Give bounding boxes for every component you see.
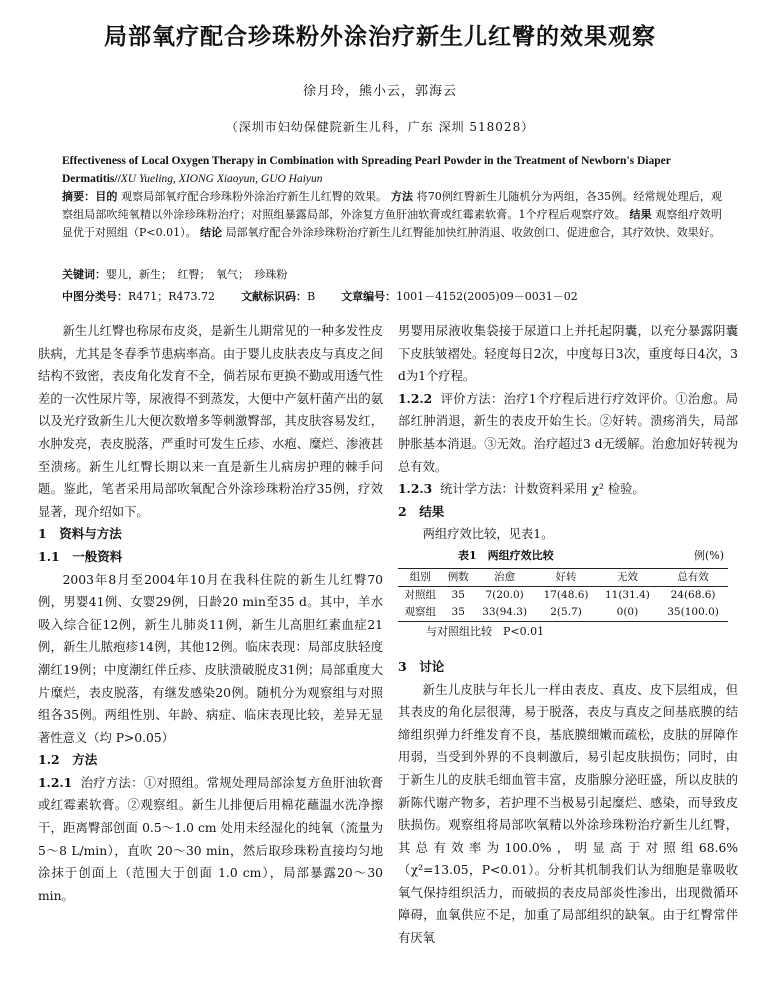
doc-code <box>241 288 315 304</box>
table-header-cell: 总有效 <box>677 570 709 583</box>
general-data-paragraph: 2003年8月至2004年10月在我科住院的新生儿红臀70例，男婴41例、女婴29例，日龄20 min至35 d。其中，羊水吸入综合征12例，新生儿肺炎11例，新生儿高胆红素血症21例，新生儿脓疱疹14例，其他12例。临床表现：局部皮肤轻度潮红19例；中度潮红伴丘疹、皮肤溃破脱皮31例；局部重度大片糜烂，表皮脱落，有继发感染20例。随机分为观察组与对照组各35例。两组性别、年龄、病症、临床表现比较，差异无显著性意义（均 P>0.05） <box>38 572 383 745</box>
table-cell: 7(20.0) <box>485 588 524 601</box>
table-header-cell: 无效 <box>616 570 638 583</box>
doc-label: 文献标识码： <box>241 290 308 303</box>
method-text: 将70例红臀新生儿随机分为两组，各35例。经常规处理后，观察组局部吹纯氧精以外涂珍珠粉治疗；对照组暴露局部，外涂复方鱼肝油软膏或红霉素软膏。1个疗程后观察疗效。 <box>62 190 723 221</box>
doc-value: B <box>307 290 316 303</box>
table-cell: 35 <box>451 588 465 601</box>
table-row <box>398 604 728 622</box>
treatment-text: 治疗方法：①对照组。常规处理局部涂复方鱼肝油软膏或红霉素软膏。②观察组。新生儿排便后用棉花蘸温水洗净擦干，距离臀部创面 0.5～1.0 cm 处用未经湿化的纯氧（流量为 5～8 L/min），直吹 20～30 min，然后取珍珠粉直接均匀地涂抹于创面上（范围大于创面 1.0 cm），局部暴露20～30 min。 <box>38 775 383 903</box>
results-paragraph: 两组疗效比较，见表1。 <box>422 527 554 542</box>
clc-number <box>62 288 215 304</box>
affiliation: （深圳市妇幼保健院新生儿科，广东 深圳 518028） <box>225 120 535 134</box>
results-table <box>398 568 728 622</box>
paper-title: 局部氧疗配合珍珠粉外涂治疗新生儿红臀的效果观察 <box>104 23 656 50</box>
method-label: 方法 <box>390 190 414 203</box>
classification-line <box>62 288 722 304</box>
article-label: 文章编号： <box>341 290 397 303</box>
evaluation-text: 评价方法：治疗1个疗程后进行疗效评价。①治愈。局部红肿消退，新生的表皮开始生长。②好转。溃疡消失，局部肿胀基本消退。③无效。治疗超过3 d无缓解。治愈加好转视为总有效。 <box>398 391 738 474</box>
table-header-cell: 治愈 <box>494 570 516 583</box>
table-cell: 17(48.6) <box>543 588 589 601</box>
conclusion-text: 局部氧疗配合外涂珍珠粉治疗新生儿红臀能加快红肿消退、收敛创口、促进愈合，其疗效快、效果好。 <box>225 226 721 239</box>
left-column <box>38 320 383 907</box>
table-header-cell: 组别 <box>409 570 431 583</box>
table-header-cell: 好转 <box>555 570 577 583</box>
keywords-text: 婴儿，新生； 红臀； 氧气； 珍珠粉 <box>106 268 288 281</box>
table-cell: 24(68.6) <box>670 588 716 601</box>
section-heading-discussion: 3 讨论 <box>398 658 445 674</box>
section-heading-methods: 1 资料与方法 <box>38 526 122 542</box>
table-caption-row <box>398 546 738 566</box>
table-header-row <box>398 568 728 586</box>
table-caption: 表1 两组疗效比较 <box>458 548 554 562</box>
objective-label: 目的 <box>95 190 118 203</box>
intro-paragraph: 新生儿红臀也称尿布皮炎，是新生儿期常见的一种多发性皮肤病，尤其是冬春季节患病率高。由于婴儿皮肤表皮与真皮之间结构不致密，表皮角化发育不全，倘若尿布更换不勤或用透气性差的一次性尿片等，尿液得不到蒸发，大便中产氨杆菌产出的氨以及光疗致新生儿大便次数增多等刺激臀部，其皮肤容易发红，水肿发亮，表皮脱落，严重时可发生丘疹、水疱、糜烂、渗液甚至溃疡。新生儿红臀长期以来一直是新生儿病房护理的棘手问题。鉴此，笔者采用局部吹氧配合外涂珍珠粉治疗35例，疗效显著，现介绍如下。 <box>38 324 383 519</box>
conclusion-label: 结论 <box>200 226 223 239</box>
abstract-label: 摘要： <box>62 190 96 203</box>
english-authors: XU Yueling, XIONG Xiaoyun, GUO Haiyun <box>120 173 323 185</box>
keywords <box>62 266 722 282</box>
result-text: 观察组疗效明显优于对照组（P<0.01）。 <box>62 208 723 239</box>
table-row <box>398 586 728 604</box>
table-header-cell: 例数 <box>447 570 469 583</box>
section-heading-results: 2 结果 <box>398 503 445 519</box>
subsection-heading-method: 1.2 方法 <box>38 752 98 768</box>
english-title <box>62 152 722 188</box>
subsubsection-number-121: 1.2.1 <box>38 774 73 790</box>
discussion-paragraph: 新生儿皮肤与年长儿一样由表皮、真皮、皮下层组成，但其表皮的角化层很薄，易于脱落，表皮与真皮之间基底膜的结缔组织弹力纤维发育不良，基底膜细嫩而疏松，皮肤的屏障作用弱，当受到外界的不良刺激后，易引起皮肤损伤；同时，由于新生儿的皮肤毛细血管丰富，皮脂腺分泌旺盛，所以皮肤的新陈代谢产物多，若护理不当极易引起糜烂、感染，而导致皮肤损伤。观察组将局部吹氧精以外涂珍珠粉治疗新生儿红臀，其总有效率为100.0%，明显高于对照组68.6%（χ²=13.05，P<0.01）。分析其机制我们认为细胞是靠吸收氧气保持组织活力，而破损的表皮局部炎性渗出，出现微循环障碍，血氧供应不足，加重了局部组织的缺氧。由于红臀常伴有厌氧 <box>398 682 738 946</box>
table-unit: 例(%) <box>693 548 724 562</box>
table-cell: 33(94.3) <box>482 605 528 618</box>
abstract <box>62 188 722 242</box>
clc-label: 中图分类号： <box>62 290 128 303</box>
table-cell: 观察组 <box>404 605 437 618</box>
table-cell: 11(31.4) <box>604 588 650 601</box>
table-cell: 0(0) <box>616 605 639 618</box>
subsubsection-number-122: 1.2.2 <box>398 390 433 406</box>
table-cell: 35(100.0) <box>667 605 719 618</box>
article-value: 1001－4152(2005)09－0031－02 <box>396 290 578 303</box>
statistics-text: 统计学方法：计数资料采用 χ² 检验。 <box>440 482 645 497</box>
table-cell: 对照组 <box>404 588 437 601</box>
continued-paragraph: 男婴用尿液收集袋接于尿道口上并托起阴囊，以充分暴露阴囊下皮肤皱褶处。轻度每日2次，中度每日3次，重度每日4次，3 d为1个疗程。 <box>398 324 738 384</box>
right-column <box>398 320 738 950</box>
keywords-label: 关键词： <box>62 268 106 281</box>
result-label: 结果 <box>629 208 652 221</box>
subsubsection-number-123: 1.2.3 <box>398 481 433 497</box>
english-title-text: Effectiveness of Local Oxygen Therapy in Combination with Spreading Pearl Powder in the Treatment of Newborn's Diaper Dermatitis// <box>62 155 671 185</box>
table-note: 与对照组比较 P<0.01 <box>426 624 545 638</box>
author-list: 徐月玲，熊小云，郭海云 <box>302 84 457 99</box>
table-cell: 2(5.7) <box>550 605 582 618</box>
objective-text: 观察局部氧疗配合珍珠粉外涂治疗新生儿红臀的效果。 <box>121 190 388 203</box>
article-number <box>341 288 578 304</box>
table-cell: 35 <box>451 605 465 618</box>
subsection-heading-general: 1.1 一般资料 <box>38 548 123 564</box>
clc-value: R471；R473.72 <box>128 290 216 303</box>
